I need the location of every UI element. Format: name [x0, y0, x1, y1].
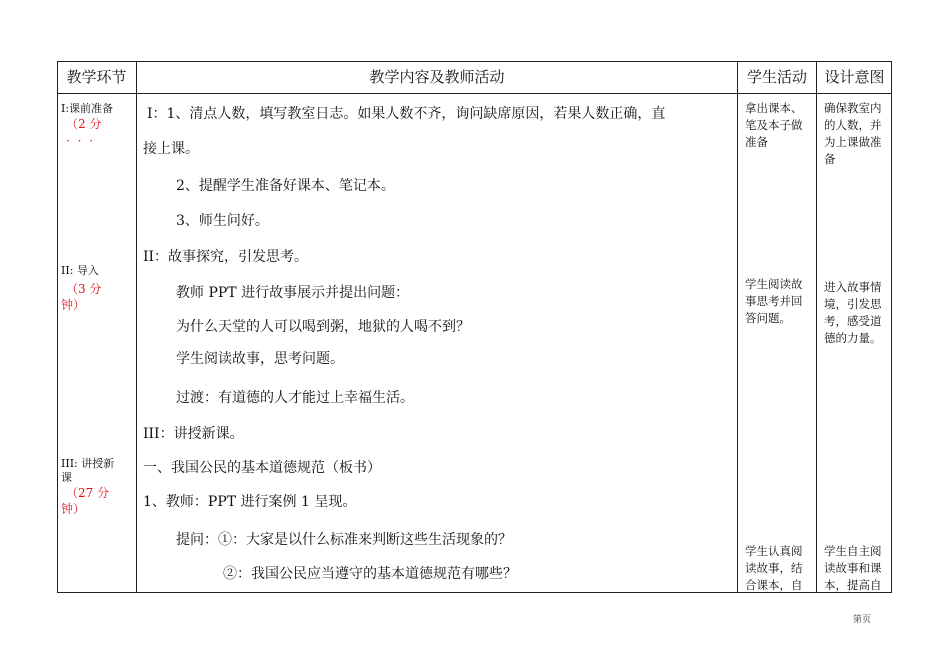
- header-teaching-step: 教学环节: [66, 68, 127, 86]
- student-activity-1: 拿出课本、笔及本子做准备: [745, 101, 803, 149]
- content-line-6: 教师 PPT 进行故事展示并提出问题：: [176, 285, 410, 301]
- step-2-label: II: 导入: [61, 264, 99, 277]
- content-line-2: 接上课。: [143, 141, 199, 157]
- step-3-time-cont: 钟）: [61, 502, 86, 516]
- content-line-12: 1、教师：PPT 进行案例 1 呈现。: [143, 494, 357, 510]
- design-intent-1: 确保教室内的人数，并为上课做准备: [824, 101, 882, 166]
- design-intent-2: 进入故事情境，引发思考，感受道德的力量。: [824, 280, 882, 345]
- step-2-time-cont: 钟）: [61, 298, 86, 312]
- step-3-label: III: 讲授新: [61, 457, 115, 470]
- header-student-activity: 学生活动: [746, 68, 807, 86]
- student-activity-2: 学生阅读故事思考并回答问题。: [745, 277, 803, 325]
- step-3-time: （27 分: [66, 486, 110, 500]
- step-3-label-cont: 课: [61, 471, 72, 484]
- content-line-10: III：讲授新课。: [143, 426, 244, 442]
- step-1-label: I:课前准备: [61, 102, 114, 115]
- step-1-time: （2 分 · · ·: [66, 117, 102, 148]
- step-2-time: （3 分: [66, 282, 102, 296]
- content-line-9: 过渡：有道德的人才能过上幸福生活。: [176, 390, 414, 406]
- column-divider-1: [136, 61, 137, 593]
- content-line-14: ②：我国公民应当遵守的基本道德规范有哪些？: [223, 566, 517, 582]
- content-line-7: 为什么天堂的人可以喝到粥，地狱的人喝不到？: [176, 319, 470, 335]
- content-line-13: 提问：①：大家是以什么标准来判断这些生活现象的？: [176, 532, 512, 548]
- header-design-intent: 设计意图: [824, 68, 885, 86]
- header-teaching-content: 教学内容及教师活动: [369, 68, 505, 86]
- content-line-4: 3、师生问好。: [176, 213, 269, 229]
- content-line-3: 2、提醒学生准备好课本、笔记本。: [176, 178, 395, 194]
- content-line-11: 一、我国公民的基本道德规范（板书）: [143, 460, 381, 476]
- student-activity-3: 学生认真阅读故事，结合课本，自: [745, 544, 803, 592]
- content-line-1: I：1、清点人数，填写教室日志。如果人数不齐，询问缺席原因，若果人数正确，直: [147, 106, 666, 122]
- design-intent-3: 学生自主阅读故事和课本，提高自: [824, 544, 882, 592]
- content-line-5: II：故事探究，引发思考。: [143, 249, 309, 265]
- column-divider-2: [737, 61, 738, 593]
- column-divider-3: [816, 61, 817, 593]
- page-footer: 第页: [853, 615, 872, 625]
- content-line-8: 学生阅读故事，思考问题。: [176, 351, 344, 367]
